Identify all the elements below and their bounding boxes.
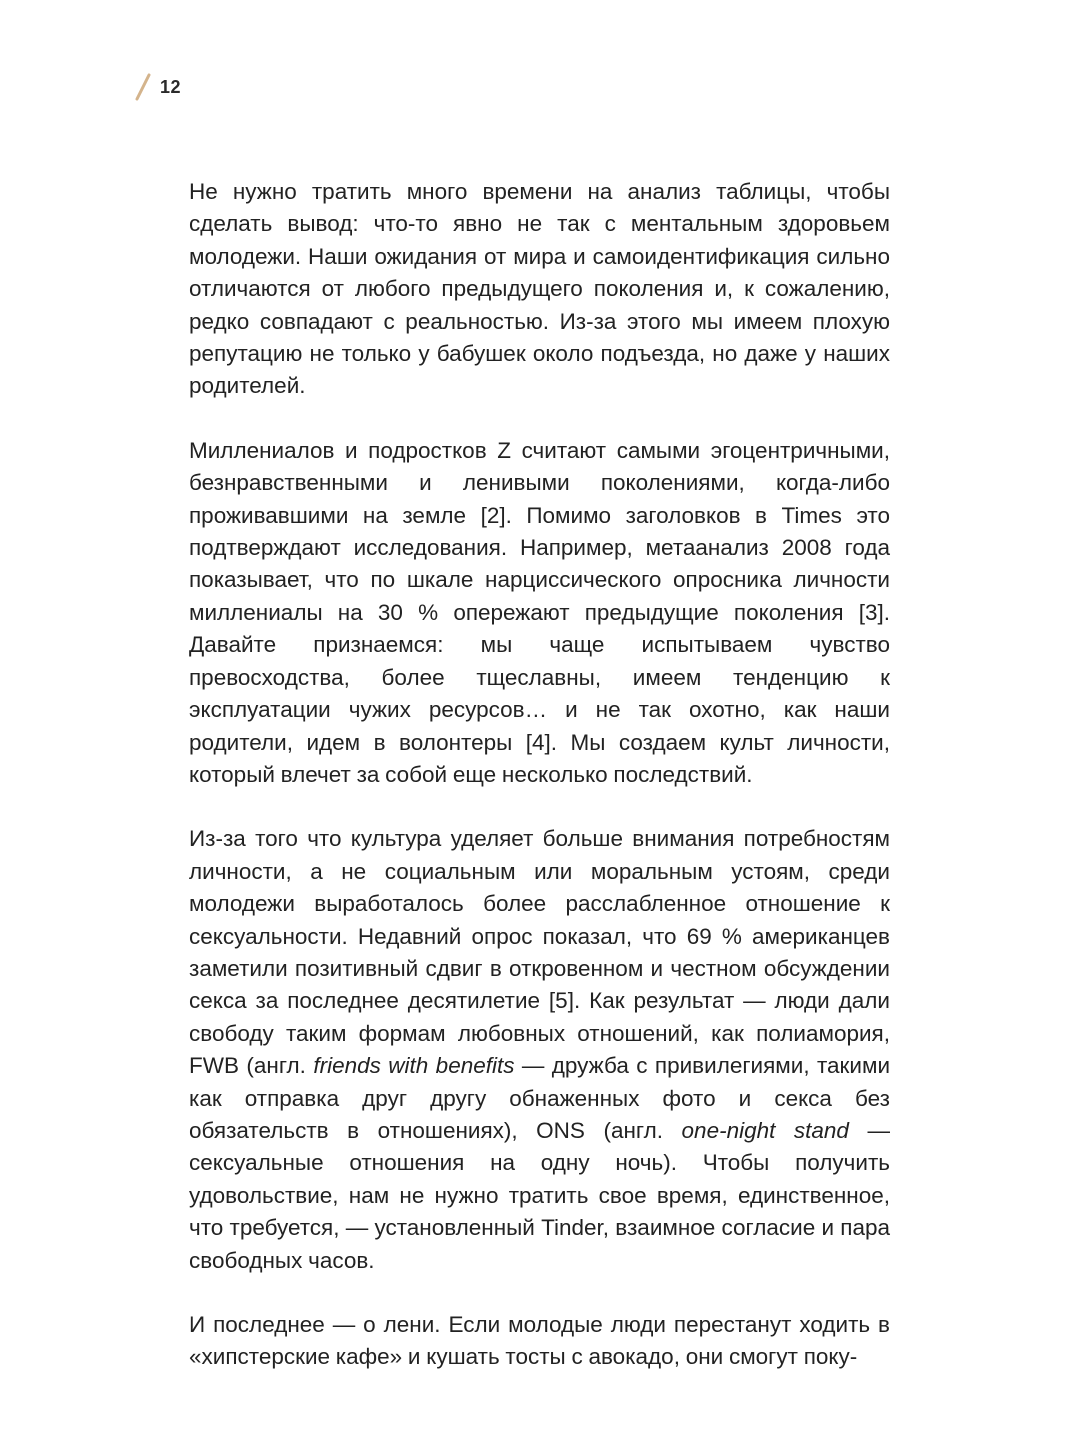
paragraph-1: Не нужно тратить много времени на анализ таблицы, чтобы сделать вывод: что-то явно не так с ментальным здоровьем молодежи. Наши ожидания от мира и самоидентификация сильно отличаются от любого предыдущего поколения и, к сожалению, редко совпадают с реальностью. Из-за этого мы имеем плохую репутацию не только у бабушек около подъезда, но даже у наших родителей. (189, 179, 890, 399)
page-number: 12 (160, 76, 182, 97)
paragraph-3 (189, 823, 890, 1277)
paragraph-2: Миллениалов и подростков Z считают самыми эгоцентричными, безнравственными и ленивыми поколениями, когда-либо проживавшими на земле [2]. Помимо заголовков в Times это подтверждают исследования. Например, метаанализ 2008 года показывает, что по шкале нарциссического опросника личности миллениалы на 30 % опережают предыдущие поколения [3]. Давайте признаемся: мы чаще испытываем чувство превосходства, более тщеславны, имеем тенденцию к эксплуатации чужих ресурсов… и не так охотно, как наши родители, идем в волонтеры [4]. Мы создаем культ личности, который влечет за собой еще несколько последствий. (189, 437, 890, 787)
italic-term-ons: one-night stand (681, 1117, 849, 1143)
slash-accent-icon (132, 72, 154, 102)
paragraph-3-text-c: — сексуальные отношения на одну ночь). Чтобы получить удовольствие, нам не нужно тратить свое время, единственное, что требуется, — установленный Tinder, взаимное согласие и пара свободных часов. (189, 1117, 890, 1273)
italic-term-fwb: friends with benefits (313, 1053, 515, 1079)
paragraph-3-text-b: — дружба с привилегиями, такими как отправка друг другу обнаженных фото и секса без обязательств в отношениях), ONS (англ. (189, 1053, 891, 1143)
paragraph-4: И последнее — о лени. Если молодые люди перестанут ходить в «хипстерские кафе» и кушать тосты с авокадо, они смогут поку- (189, 1312, 890, 1370)
page-header (132, 70, 181, 104)
body-text (189, 176, 890, 1374)
paragraph-3-text-a: Из-за того что культура уделяет больше внимания потребностям личности, а не социальным или моральным устоям, среди молодежи выработалось более расслабленное отношение к сексуальности. Недавний опрос показал, что 69 % американцев заметили позитивный сдвиг в откровенном и честном обсуждении секса за последнее десятилетие [5]. Как результат — люди дали свободу таким формам любовных отношений, как полиамория, FWB (англ. (189, 826, 890, 1079)
